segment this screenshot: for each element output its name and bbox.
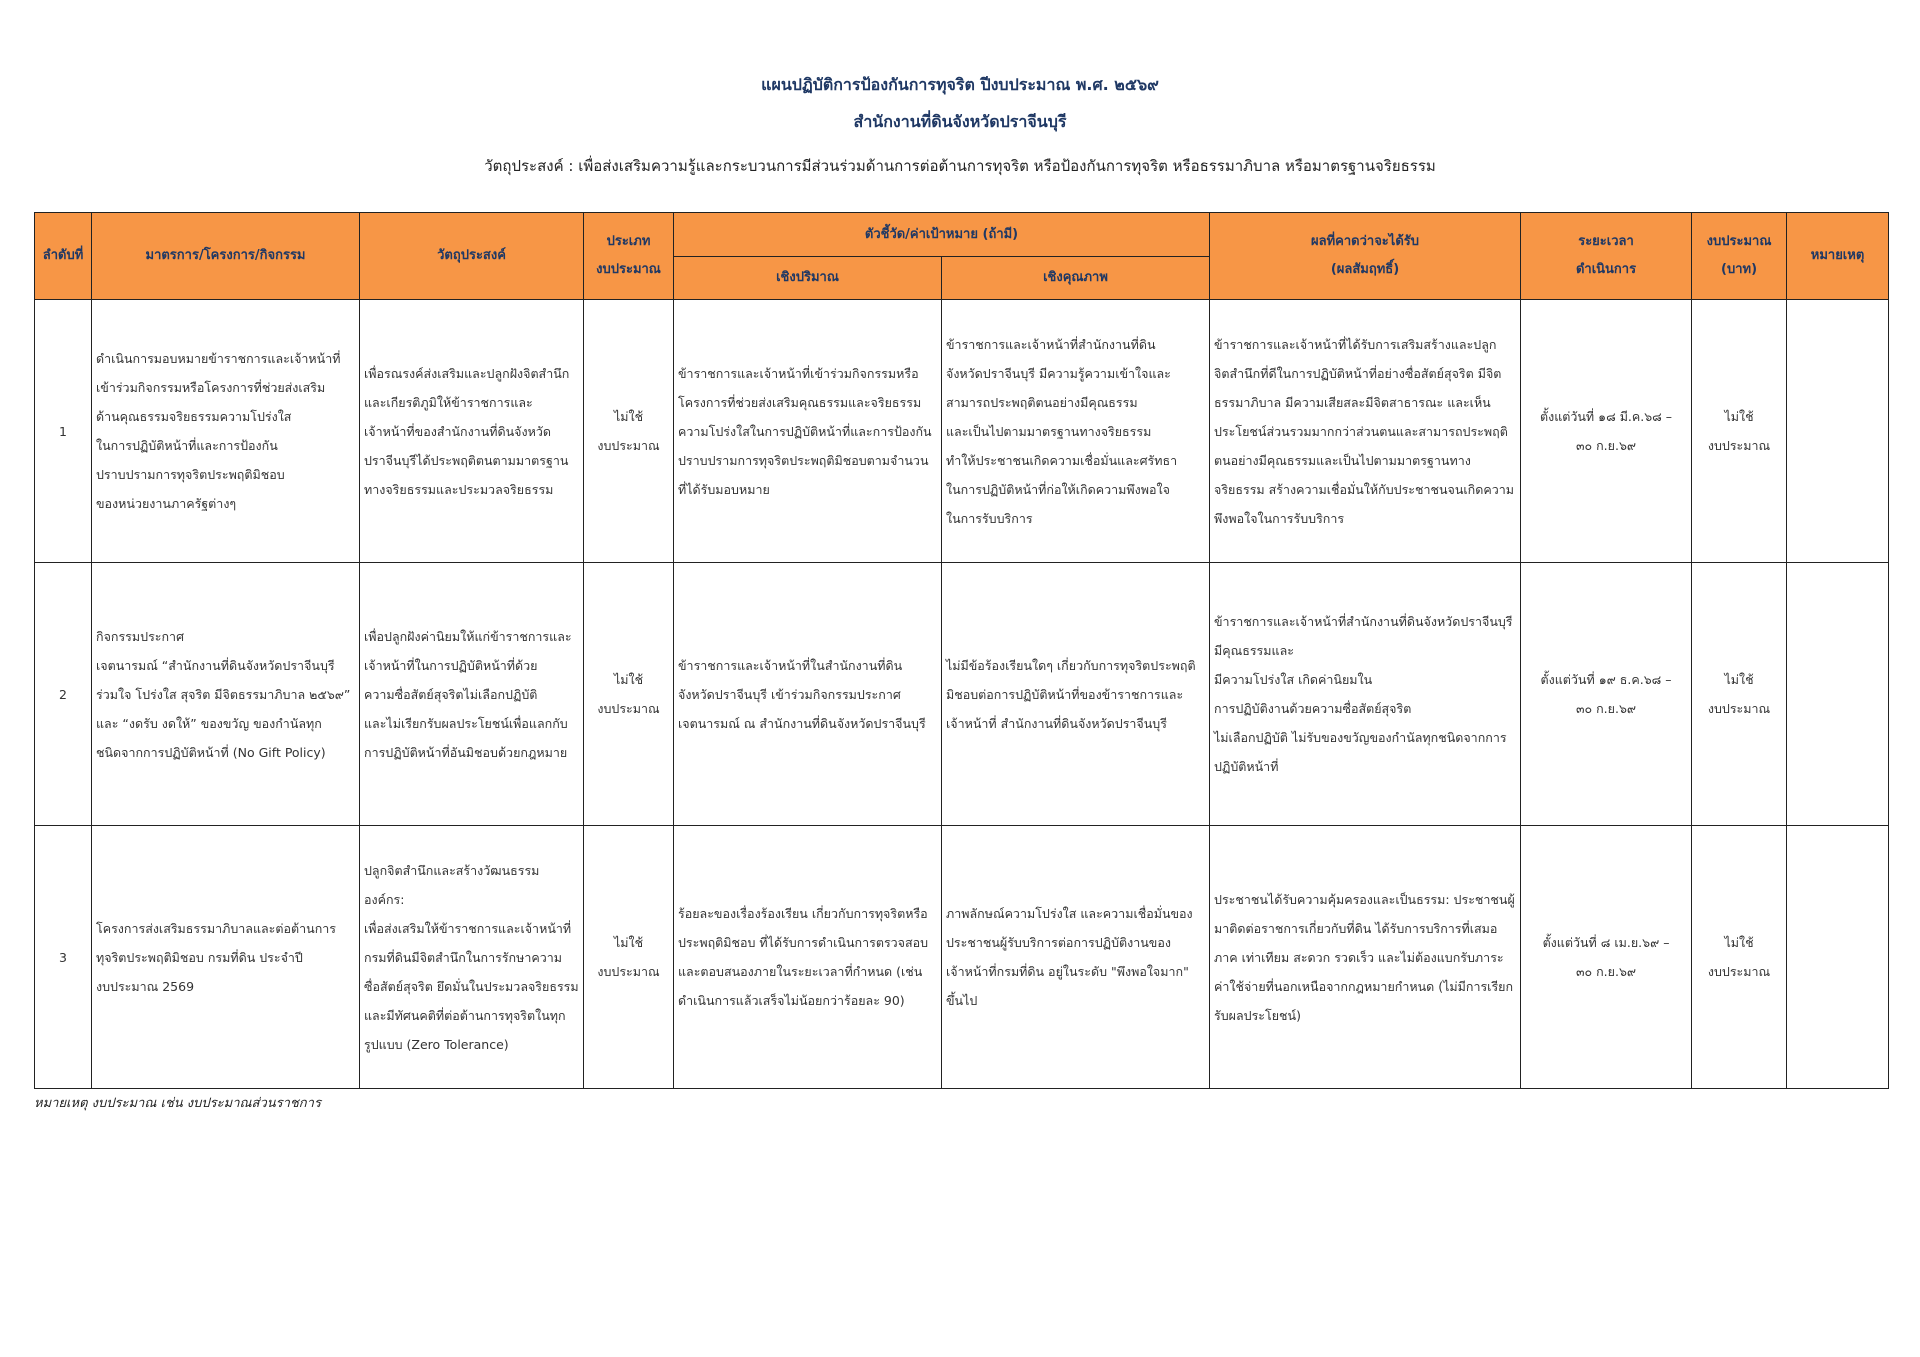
header-budget-type: ประเภท งบประมาณ (584, 213, 674, 300)
row-remark (1787, 563, 1889, 826)
row-no: 2 (35, 563, 92, 826)
row-budget: ไม่ใช้ งบประมาณ (1692, 300, 1787, 563)
table-row (35, 826, 1889, 1089)
header-quantity: เชิงปริมาณ (674, 257, 942, 300)
table-row (35, 300, 1889, 563)
row-quality: ภาพลักษณ์ความโปร่งใส และความเชื่อมั่นของ ประชาชนผู้รับบริการต่อการปฏิบัติงานของ เจ้าหน้าที่กรมที่ดิน อยู่ในระดับ "พึงพอใจมาก" ขึ้นไป (942, 826, 1210, 1089)
page-title: แผนปฏิบัติการป้องกันการทุจริต ปีงบประมาณ พ.ศ. ๒๕๖๙ (761, 75, 1159, 94)
row-budget: ไม่ใช้ งบประมาณ (1692, 563, 1787, 826)
row-purpose: เพื่อรณรงค์ส่งเสริมและปลูกฝังจิตสำนึก และเกียรติภูมิให้ข้าราชการและ เจ้าหน้าที่ของสำนักงานที่ดินจังหวัด ปราจีนบุรีได้ประพฤติตนตามมาตรฐาน ทางจริยธรรมและประมวลจริยธรรม (360, 300, 584, 563)
header-budget: งบประมาณ (บาท) (1692, 213, 1787, 300)
header-outcome: ผลที่คาดว่าจะได้รับ (ผลสัมฤทธิ์) (1210, 213, 1521, 300)
header-remark: หมายเหตุ (1787, 213, 1889, 300)
row-outcome: ข้าราชการและเจ้าหน้าที่ได้รับการเสริมสร้างและปลูก จิตสำนึกที่ดีในการปฏิบัติหน้าที่อย่างซื่อสัตย์สุจริต มีจิต ธรรมาภิบาล มีความเสียสละมีจิตสาธารณะ และเห็น ประโยชน์ส่วนรวมมากกว่าส่วนตนและสามารถประพฤติ ตนอย่างมีคุณธรรมและเป็นไปตามมาตรฐานทาง จริยธรรม สร้างความเชื่อมั่นให้กับประชาชนจนเกิดความ พึงพอใจในการรับบริการ (1210, 300, 1521, 563)
row-period: ตั้งแต่วันที่ ๑๘ มี.ค.๖๘ – ๓๐ ก.ย.๖๙ (1521, 300, 1692, 563)
row-period: ตั้งแต่วันที่ ๘ เม.ย.๖๙ – ๓๐ ก.ย.๖๙ (1521, 826, 1692, 1089)
row-outcome: ข้าราชการและเจ้าหน้าที่สำนักงานที่ดินจังหวัดปราจีนบุรี มีคุณธรรมและ มีความโปร่งใส เกิดค่านิยมใน การปฏิบัติงานด้วยความซื่อสัตย์สุจริต ไม่เลือกปฏิบัติ ไม่รับของขวัญของกำนัลทุกชนิดจากการ ปฏิบัติหน้าที่ (1210, 563, 1521, 826)
header-no: ลำดับที่ (35, 213, 92, 300)
footnote: หมายเหตุ งบประมาณ เช่น งบประมาณส่วนราชการ (34, 1096, 321, 1111)
row-quantity: ข้าราชการและเจ้าหน้าที่เข้าร่วมกิจกรรมหรือ โครงการที่ช่วยส่งเสริมคุณธรรมและจริยธรรม ความโปร่งใสในการปฏิบัติหน้าที่และการป้องกัน ปราบปรามการทุจริตประพฤติมิชอบตามจำนวน ที่ได้รับมอบหมาย (674, 300, 942, 563)
row-quantity: ข้าราชการและเจ้าหน้าที่ในสำนักงานที่ดิน จังหวัดปราจีนบุรี เข้าร่วมกิจกรรมประกาศ เจตนารมณ์ ณ สำนักงานที่ดินจังหวัดปราจีนบุรี (674, 563, 942, 826)
header-quality: เชิงคุณภาพ (942, 257, 1210, 300)
header-indicator: ตัวชี้วัด/ค่าเป้าหมาย (ถ้ามี) (674, 213, 1210, 257)
row-quality: ไม่มีข้อร้องเรียนใดๆ เกี่ยวกับการทุจริตประพฤติ มิชอบต่อการปฏิบัติหน้าที่ของข้าราชการและ เจ้าหน้าที่ สำนักงานที่ดินจังหวัดปราจีนบุรี (942, 563, 1210, 826)
row-measure: ดำเนินการมอบหมายข้าราชการและเจ้าหน้าที่ เข้าร่วมกิจกรรมหรือโครงการที่ช่วยส่งเสริม ด้านคุณธรรมจริยธรรมความโปร่งใส ในการปฏิบัติหน้าที่และการป้องกัน ปราบปรามการทุจริตประพฤติมิชอบ ของหน่วยงานภาครัฐต่างๆ (92, 300, 360, 563)
row-remark (1787, 826, 1889, 1089)
row-purpose: เพื่อปลูกฝังค่านิยมให้แก่ข้าราชการและ เจ้าหน้าที่ในการปฏิบัติหน้าที่ด้วย ความซื่อสัตย์สุจริตไม่เลือกปฏิบัติ และไม่เรียกรับผลประโยชน์เพื่อแลกกับ การปฏิบัติหน้าที่อันมิชอบด้วยกฎหมาย (360, 563, 584, 826)
row-budget: ไม่ใช้ งบประมาณ (1692, 826, 1787, 1089)
row-measure: กิจกรรมประกาศ เจตนารมณ์ “สำนักงานที่ดินจังหวัดปราจีนบุรี ร่วมใจ โปร่งใส สุจริต มีจิตธรรมาภิบาล ๒๕๖๙” และ “งดรับ งดให้” ของขวัญ ของกำนัลทุก ชนิดจากการปฏิบัติหน้าที่ (No Gift Policy) (92, 563, 360, 826)
objective-text: วัตถุประสงค์ : เพื่อส่งเสริมความรู้และกระบวนการมีส่วนร่วมด้านการต่อต้านการทุจริต หรือป้องกันการทุจริต หรือธรรมาภิบาล หรือมาตรฐานจริยธรรม (484, 157, 1436, 175)
row-period: ตั้งแต่วันที่ ๑๙ ธ.ค.๖๘ – ๓๐ ก.ย.๖๙ (1521, 563, 1692, 826)
row-quantity: ร้อยละของเรื่องร้องเรียน เกี่ยวกับการทุจริตหรือ ประพฤติมิชอบ ที่ได้รับการดำเนินการตรวจสอบ และตอบสนองภายในระยะเวลาที่กำหนด (เช่น ดำเนินการแล้วเสร็จไม่น้อยกว่าร้อยละ 90) (674, 826, 942, 1089)
row-no: 1 (35, 300, 92, 563)
row-budget-type: ไม่ใช้ งบประมาณ (584, 826, 674, 1089)
row-budget-type: ไม่ใช้ งบประมาณ (584, 300, 674, 563)
header-period: ระยะเวลา ดำเนินการ (1521, 213, 1692, 300)
table-row (35, 563, 1889, 826)
row-budget-type: ไม่ใช้ งบประมาณ (584, 563, 674, 826)
row-remark (1787, 300, 1889, 563)
row-outcome: ประชาชนได้รับความคุ้มครองและเป็นธรรม: ประชาชนผู้ มาติดต่อราชการเกี่ยวกับที่ดิน ได้รับการบริการที่เสมอ ภาค เท่าเทียม สะดวก รวดเร็ว และไม่ต้องแบกรับภาระ ค่าใช้จ่ายที่นอกเหนือจากกฎหมายกำหนด (ไม่มีการเรียก รับผลประโยชน์) (1210, 826, 1521, 1089)
header-purpose: วัตถุประสงค์ (360, 213, 584, 300)
header-measure: มาตรการ/โครงการ/กิจกรรม (92, 213, 360, 300)
row-quality: ข้าราชการและเจ้าหน้าที่สำนักงานที่ดิน จังหวัดปราจีนบุรี มีความรู้ความเข้าใจและ สามารถประพฤติตนอย่างมีคุณธรรม และเป็นไปตามมาตรฐานทางจริยธรรม ทำให้ประชาชนเกิดความเชื่อมั่นและศรัทธา ในการปฏิบัติหน้าที่ก่อให้เกิดความพึงพอใจ ในการรับบริการ (942, 300, 1210, 563)
row-purpose: ปลูกจิตสำนึกและสร้างวัฒนธรรมองค์กร: เพื่อส่งเสริมให้ข้าราชการและเจ้าหน้าที่ กรมที่ดินมีจิตสำนึกในการรักษาความ ซื่อสัตย์สุจริต ยึดมั่นในประมวลจริยธรรม และมีทัศนคติที่ต่อต้านการทุจริตในทุก รูปแบบ (Zero Tolerance) (360, 826, 584, 1089)
row-no: 3 (35, 826, 92, 1089)
row-measure: โครงการส่งเสริมธรรมาภิบาลและต่อต้านการ ทุจริตประพฤติมิชอบ กรมที่ดิน ประจำปี งบประมาณ 2569 (92, 826, 360, 1089)
action-plan-table (34, 212, 1889, 1089)
page-subtitle: สำนักงานที่ดินจังหวัดปราจีนบุรี (853, 112, 1067, 131)
